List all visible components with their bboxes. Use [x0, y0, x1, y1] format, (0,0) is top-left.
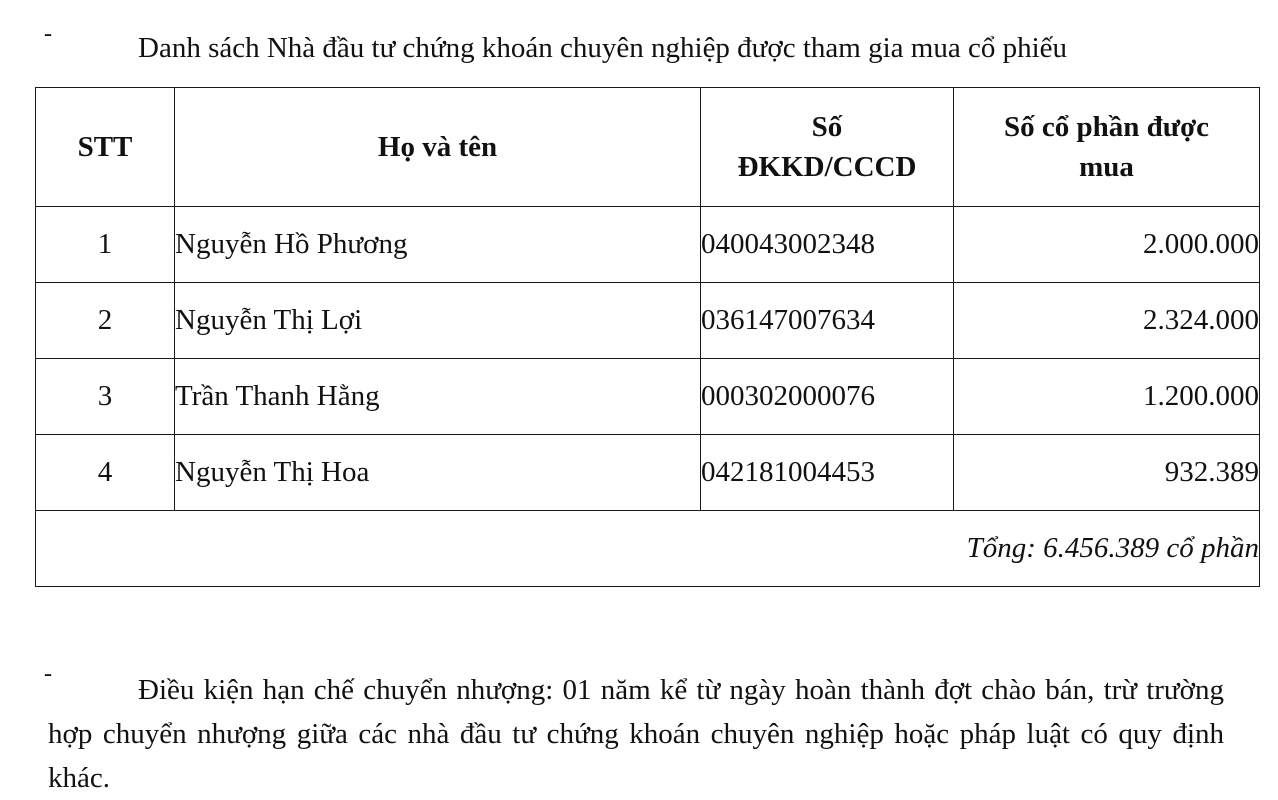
header-shares-line2: mua	[1079, 151, 1134, 183]
header-id-line2: ĐKKD/CCCD	[737, 151, 917, 183]
header-id-line1: Số	[811, 111, 843, 143]
cell-stt: 2	[36, 283, 175, 359]
header-stt: STT	[36, 88, 175, 207]
header-id	[701, 88, 954, 207]
cell-stt: 3	[36, 359, 175, 435]
table-heading: Danh sách Nhà đầu tư chứng khoán chuyên nghiệp được tham gia mua cổ phiếu	[138, 32, 1068, 64]
investor-table	[35, 87, 1260, 587]
table-header-row	[36, 88, 1260, 207]
cell-id: 040043002348	[701, 207, 954, 283]
cell-id: 036147007634	[701, 283, 954, 359]
list-dash-marker: -	[44, 21, 52, 47]
cell-name: Nguyễn Thị Hoa	[175, 435, 701, 511]
cell-name: Trần Thanh Hằng	[175, 359, 701, 435]
cell-shares: 932.389	[954, 435, 1260, 511]
cell-shares: 1.200.000	[954, 359, 1260, 435]
transfer-restriction-paragraph: Điều kiện hạn chế chuyển nhượng: 01 năm kể từ ngày hoàn thành đợt chào bán, trừ trường hợp chuyển nhượng giữa các nhà đầu tư chứng khoán chuyên nghiệp hoặc pháp luật có quy định khác.	[48, 674, 1224, 794]
header-name: Họ và tên	[175, 88, 701, 207]
cell-shares: 2.000.000	[954, 207, 1260, 283]
table-row	[36, 435, 1260, 511]
cell-shares: 2.324.000	[954, 283, 1260, 359]
total-shares: Tổng: 6.456.389 cổ phần	[36, 511, 1260, 587]
cell-stt: 1	[36, 207, 175, 283]
header-shares	[954, 88, 1260, 207]
cell-name: Nguyễn Thị Lợi	[175, 283, 701, 359]
cell-stt: 4	[36, 435, 175, 511]
cell-id: 000302000076	[701, 359, 954, 435]
header-shares-line1: Số cổ phần được	[1003, 111, 1210, 143]
table-total-row	[36, 511, 1260, 587]
cell-id: 042181004453	[701, 435, 954, 511]
table-row	[36, 207, 1260, 283]
table-row	[36, 359, 1260, 435]
cell-name: Nguyễn Hồ Phương	[175, 207, 701, 283]
list-dash-marker: -	[44, 661, 52, 687]
table-row	[36, 283, 1260, 359]
